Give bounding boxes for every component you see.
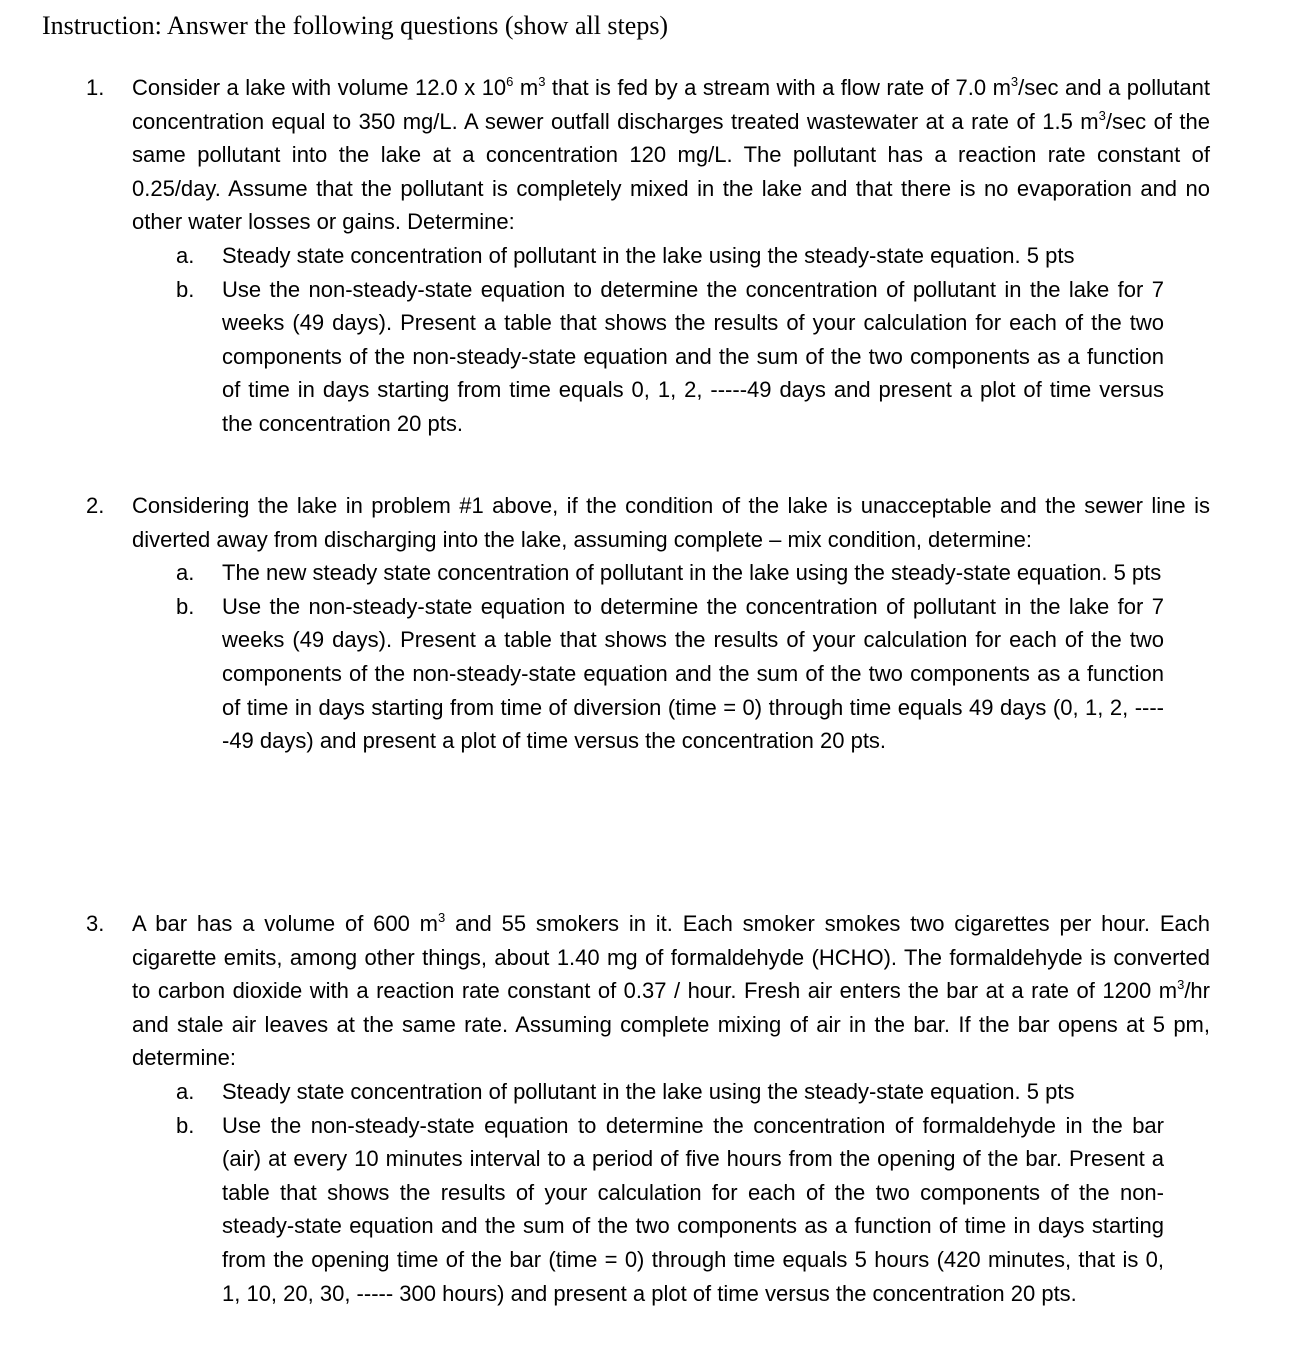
part-text: Steady state concentration of pollutant in the lake using the steady-state equation. 5 pts <box>222 242 1075 268</box>
question-stem: Considering the lake in problem #1 above, if the condition of the lake is unacceptable and the sewer line is diverted away from discharging into the lake, assuming complete – mix condition, determine: <box>132 493 1210 552</box>
question-part <box>176 273 1210 441</box>
question-3 <box>86 907 1210 1310</box>
question-2 <box>86 489 1210 758</box>
part-text: The new steady state concentration of pollutant in the lake using the steady-state equation. 5 pts <box>222 560 1162 586</box>
question-part <box>176 239 1210 273</box>
part-text: Use the non-steady-state equation to determine the concentration of formaldehyde in the bar (air) at every 10 minutes interval to a period of five hours from the opening of the bar. Present a table that shows the results of your calculation for each of the two components of the non-steady-state equation and the sum of the two components as a function of time in days starting from the opening time of the bar (time = 0) through time equals 5 hours (420 minutes, that is 0, 1, 10, 20, 30, ----- 300 hours) and present a plot of time versus the concentration 20 pts. <box>222 1112 1164 1306</box>
part-letter: b. <box>176 1112 195 1138</box>
instruction-heading: Instruction: Answer the following questions (show all steps) <box>42 11 669 40</box>
question-part <box>176 1075 1210 1109</box>
part-letter: a. <box>176 560 195 586</box>
question-number: 3. <box>86 911 105 936</box>
part-letter: a. <box>176 242 195 268</box>
question-part <box>176 556 1210 590</box>
question-1 <box>86 71 1210 441</box>
part-letter: b. <box>176 276 195 302</box>
part-letter: b. <box>176 593 195 619</box>
question-part <box>176 1109 1210 1311</box>
question-number: 1. <box>86 75 105 100</box>
part-text: Use the non-steady-state equation to determine the concentration of pollutant in the lake for 7 weeks (49 days). Present a table that shows the results of your calculation for each of the two components of the non-steady-state equation and the sum of the two components as a function of time in days starting from time of diversion (time = 0) through time equals 49 days (0, 1, 2, -----49 days) and present a plot of time versus the concentration 20 pts. <box>222 593 1164 754</box>
part-text: Use the non-steady-state equation to determine the concentration of pollutant in the lake for 7 weeks (49 days). Present a table that shows the results of your calculation for each of the two components of the non-steady-state equation and the sum of the two components as a function of time in days starting from time equals 0, 1, 2, -----49 days and present a plot of time versus the concentration 20 pts. <box>222 276 1164 436</box>
question-stem: Consider a lake with volume 12.0 x $10^6$ $m^3$ that is fed by a stream with a flow rate of 7.0 $m^3/\sec$ and a pollutant concentration equal to 350 mg/L. A sewer outfall discharges treated wastewater at a rate of 1.5 $m^3/\sec$ of the same pollutant into the lake at a concentration 120 mg/L. The pollutant has a reaction rate constant of 0.25/day. Assume that the pollutant is completely mixed in the lake and that there is no evaporation and no other water losses or gains. Determine: <box>132 74 1210 235</box>
question-number: 2. <box>86 493 105 518</box>
part-letter: a. <box>176 1078 195 1104</box>
question-part <box>176 590 1210 758</box>
question-stem: A bar has a volume of 600 $m^3$ and 55 smokers in it. Each smoker smokes two cigarettes per hour. Each cigarette emits, among other things, about 1.40 mg of formaldehyde (HCHO). The formaldehyde is converted to carbon dioxide with a reaction rate constant of 0.37 / hour. Fresh air enters the bar at a rate of 1200 $m^3/hr$ and stale air leaves at the same rate. Assuming complete mixing of air in the bar. If the bar opens at 5 pm, determine: <box>132 910 1210 1071</box>
part-text: Steady state concentration of pollutant in the lake using the steady-state equation. 5 pts <box>222 1078 1075 1104</box>
